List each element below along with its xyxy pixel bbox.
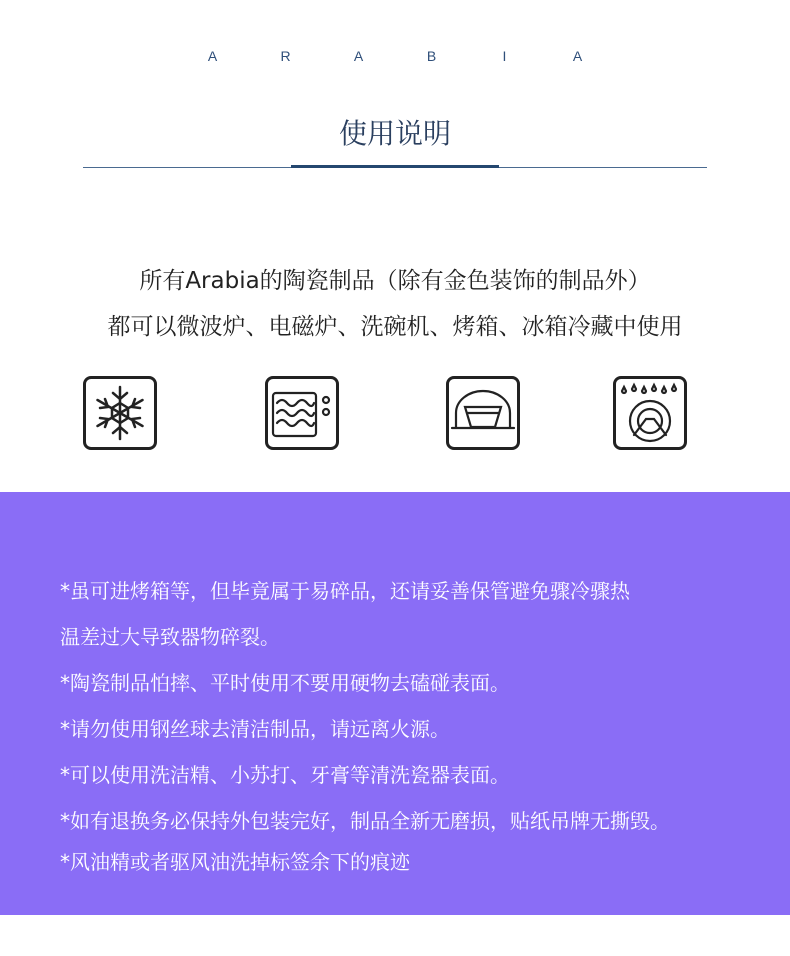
care-note: *风油精或者驱风油洗掉标签余下的痕迹 [60,850,410,874]
care-note: *陶瓷制品怕摔、平时使用不要用硬物去磕碰表面。 [60,671,510,695]
care-note: 温差过大导致器物碎裂。 [60,625,280,649]
brand-wordmark [0,48,790,64]
care-note: *虽可进烤箱等，但毕竟属于易碎品，还请妥善保管避免骤冷骤热 [60,579,630,603]
dishwasher-icon [613,376,687,450]
care-notes-panel [0,492,790,915]
microwave-icon [265,376,339,450]
brand-letter: A [207,48,218,64]
intro-line-1: 所有Arabia的陶瓷制品（除有金色装饰的制品外） [139,268,651,294]
brand-letter: I [502,48,507,64]
oven-icon [446,376,520,450]
brand-letter: A [572,48,583,64]
brand-letter: R [280,48,291,64]
care-note: *可以使用洗洁精、小苏打、牙膏等清洗瓷器表面。 [60,763,510,787]
intro-line-2: 都可以微波炉、电磁炉、洗碗机、烤箱、冰箱冷藏中使用 [107,314,683,340]
care-note: *请勿使用钢丝球去清洁制品，请远离火源。 [60,717,450,741]
title-underline [291,165,499,168]
page-title: 使用说明 [338,117,451,150]
brand-letter: B [426,48,437,64]
snowflake-icon [83,376,157,450]
brand-letter: A [353,48,364,64]
care-note: *如有退换务必保持外包装完好，制品全新无磨损，贴纸吊牌无撕毁。 [60,809,670,833]
